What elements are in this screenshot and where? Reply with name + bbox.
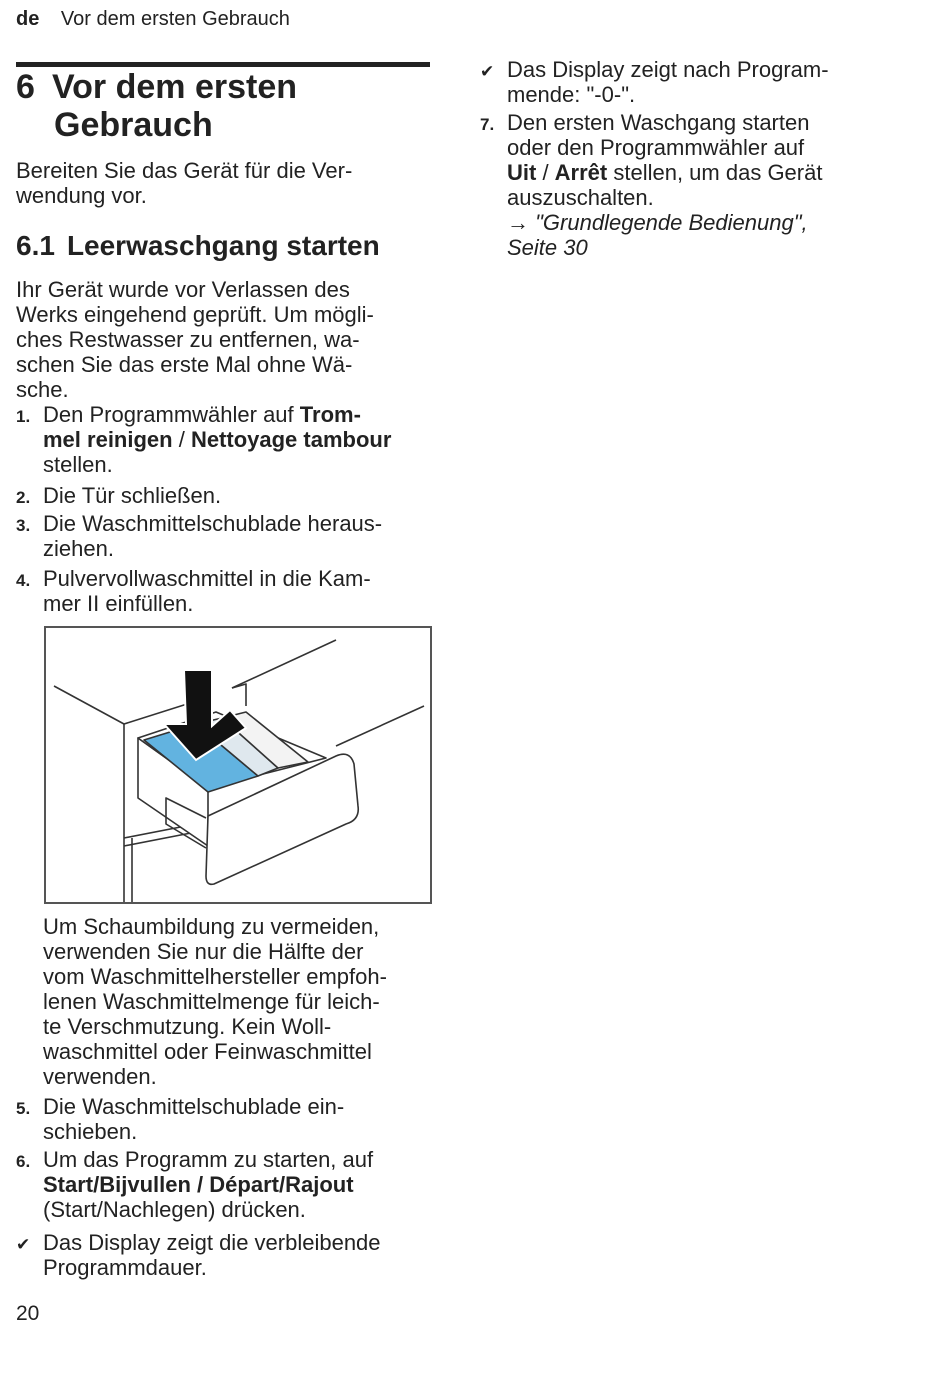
- detergent-drawer-illustration: [44, 626, 432, 904]
- step-text-end: stellen.: [43, 452, 113, 477]
- setting-name: Uit: [507, 160, 537, 185]
- panel-line: [336, 706, 424, 746]
- separator: /: [93, 1172, 100, 1197]
- step-marker: 1.: [16, 407, 31, 426]
- page-number: 20: [16, 1302, 40, 1325]
- check-icon: ✔: [480, 62, 495, 81]
- step-marker: 6.: [16, 1152, 31, 1171]
- running-header: [16, 8, 290, 31]
- step-3: [16, 511, 430, 561]
- foam-note: Um Schaumbildung zu vermeiden, verwenden Sie nur die Hälfte der vom Waschmittelhersteller empfoh- lenen Waschmittelmenge für leich- te Verschmutzung. Kein Woll- waschmittel oder Feinwaschmittel verwenden.: [43, 914, 387, 1089]
- chapter-number: 6: [16, 68, 35, 106]
- language-tag: de: [16, 8, 40, 30]
- button-name-fr: Départ: [209, 1172, 279, 1197]
- chapter-heading: [16, 68, 430, 144]
- step-text: Die Waschmittelschublade ein- schieben.: [43, 1094, 345, 1144]
- step-marker: 7.: [480, 115, 495, 134]
- step-6: [16, 1147, 430, 1222]
- chapter-title-line1: Vor dem ersten: [52, 68, 298, 106]
- separator: /: [278, 1172, 286, 1197]
- result-text: Das Display zeigt nach Program- mende: "-0-".: [507, 57, 829, 107]
- result-2: [480, 57, 900, 107]
- step-7: [480, 110, 900, 260]
- step-text-end: (Start/Nachlegen) drücken.: [43, 1197, 306, 1222]
- header-title: Vor dem ersten Gebrauch: [60, 8, 290, 30]
- separator: /: [536, 160, 555, 185]
- step-marker: 2.: [16, 488, 31, 507]
- step-marker: 5.: [16, 1099, 31, 1118]
- chapter-rule: [16, 62, 430, 67]
- step-marker: 3.: [16, 516, 31, 535]
- result-1: [16, 1230, 430, 1280]
- step-marker: 4.: [16, 571, 31, 590]
- step-1: [16, 402, 430, 477]
- slot-edge: [232, 684, 246, 706]
- step-text: Pulvervollwaschmittel in die Kam- mer II einfüllen.: [43, 566, 371, 616]
- arrow-icon: →: [507, 210, 529, 235]
- housing-top-line: [54, 686, 206, 724]
- crossref-text: "Grundlegende Bedienung", Seite 30: [507, 210, 808, 260]
- step-2: [16, 483, 430, 508]
- button-name: Start: [43, 1172, 94, 1197]
- chapter-title-line2: Gebrauch: [54, 106, 213, 144]
- step-text: Die Tür schließen.: [43, 483, 222, 508]
- body-paragraph: Ihr Gerät wurde vor Verlassen des Werks eingehend geprüft. Um mögli- ches Restwasser zu entfernen, wa- schen Sie das erste Mal ohne Wä- sche.: [16, 277, 374, 402]
- setting-name-fr: Arrêt: [554, 160, 608, 185]
- step-5: [16, 1094, 430, 1144]
- step-text: Den ersten Waschgang starten oder den Programmwähler auf: [507, 110, 810, 160]
- housing-back-line: [232, 640, 336, 688]
- step-4: [16, 566, 430, 616]
- check-icon: ✔: [16, 1235, 31, 1254]
- separator: /: [172, 427, 191, 452]
- result-text: Das Display zeigt die verbleibende Programmdauer.: [43, 1230, 381, 1280]
- step-text-end: stellen, um das Gerät auszuschalten.: [507, 160, 823, 210]
- section-heading: [16, 230, 380, 262]
- section-title: Leerwaschgang starten: [66, 230, 380, 261]
- crossref-link[interactable]: [507, 210, 900, 260]
- button-name-fr2: Rajout: [285, 1172, 354, 1197]
- drawer-drawing: [46, 628, 430, 902]
- program-name: Trom- mel reinigen: [43, 402, 361, 452]
- step-text: Die Waschmittelschublade heraus- ziehen.: [43, 511, 383, 561]
- step-text: Um das Programm zu starten, auf: [43, 1147, 374, 1172]
- separator: /: [190, 1172, 210, 1197]
- step-text: Den Programmwähler auf: [43, 402, 300, 427]
- intro-paragraph: Bereiten Sie das Gerät für die Ver- wendung vor.: [16, 158, 353, 208]
- program-name-fr: Nettoyage tambour: [190, 427, 392, 452]
- button-name-nl: Bijvullen: [99, 1172, 191, 1197]
- section-number: 6.1: [16, 230, 55, 261]
